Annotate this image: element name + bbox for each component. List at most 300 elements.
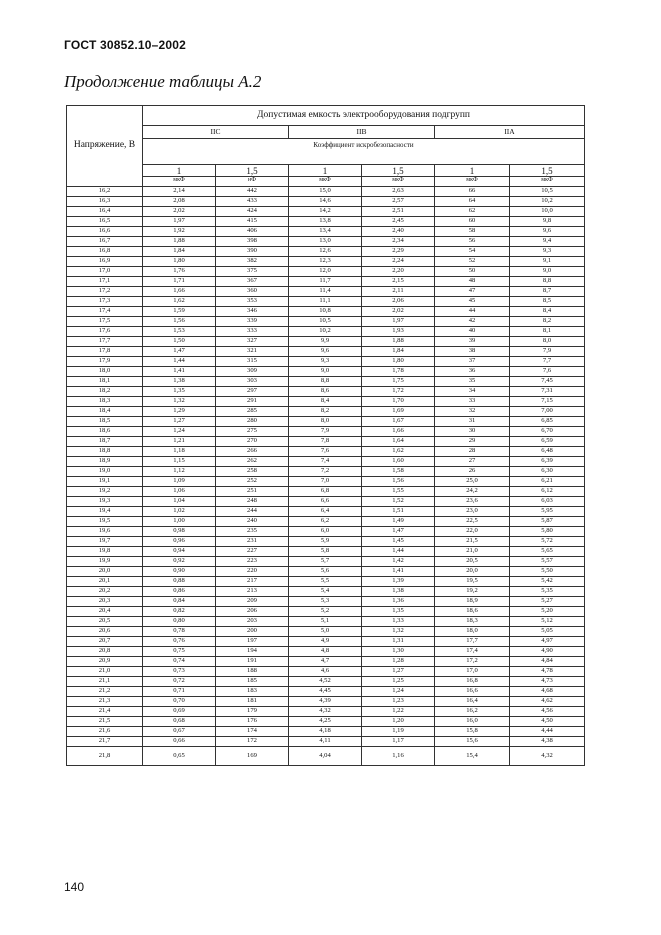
capacitance-cell: 1,41 — [143, 367, 216, 377]
capacitance-cell: 4,97 — [510, 637, 585, 647]
capacitance-cell: 315 — [216, 357, 289, 367]
voltage-cell: 18,4 — [67, 407, 143, 417]
table-row — [67, 257, 585, 267]
capacitance-cell: 20,0 — [435, 567, 510, 577]
capacitance-cell: 297 — [216, 387, 289, 397]
capacitance-cell: 1,38 — [362, 587, 435, 597]
subgroup-header: IIA — [435, 126, 585, 139]
capacitance-cell: 16,0 — [435, 717, 510, 727]
capacitance-cell: 7,45 — [510, 377, 585, 387]
capacitance-cell: 1,16 — [362, 747, 435, 766]
capacitance-cell: 291 — [216, 397, 289, 407]
capacitance-cell: 1,09 — [143, 477, 216, 487]
capacitance-cell: 5,1 — [289, 617, 362, 627]
capacitance-cell: 9,4 — [510, 237, 585, 247]
voltage-cell: 17,3 — [67, 297, 143, 307]
capacitance-cell: 327 — [216, 337, 289, 347]
capacitance-cell: 5,57 — [510, 557, 585, 567]
voltage-cell: 20,5 — [67, 617, 143, 627]
capacitance-cell: 1,88 — [362, 337, 435, 347]
capacitance-cell: 2,15 — [362, 277, 435, 287]
capacitance-cell: 176 — [216, 717, 289, 727]
capacitance-cell: 9,6 — [510, 227, 585, 237]
capacitance-cell: 1,76 — [143, 267, 216, 277]
capacitance-cell: 44 — [435, 307, 510, 317]
capacitance-cell: 12,6 — [289, 247, 362, 257]
capacitance-cell: 4,44 — [510, 727, 585, 737]
voltage-cell: 21,3 — [67, 697, 143, 707]
capacitance-cell: 270 — [216, 437, 289, 447]
voltage-cell: 17,1 — [67, 277, 143, 287]
capacitance-cell: 2,51 — [362, 207, 435, 217]
table-row — [67, 297, 585, 307]
capacitance-cell: 433 — [216, 197, 289, 207]
capacitance-cell: 1,41 — [362, 567, 435, 577]
capacitance-cell: 9,9 — [289, 337, 362, 347]
factor-label: 1,5 — [510, 165, 585, 177]
capacitance-cell: 188 — [216, 667, 289, 677]
unit-label: мкФ — [510, 177, 585, 187]
capacitance-cell: 0,78 — [143, 627, 216, 637]
capacitance-cell: 321 — [216, 347, 289, 357]
capacitance-cell: 14,6 — [289, 197, 362, 207]
voltage-cell: 18,5 — [67, 417, 143, 427]
capacitance-cell: 1,44 — [362, 547, 435, 557]
capacitance-cell: 5,20 — [510, 607, 585, 617]
capacitance-cell: 6,2 — [289, 517, 362, 527]
capacitance-cell: 4,62 — [510, 697, 585, 707]
voltage-cell: 20,2 — [67, 587, 143, 597]
capacitance-cell: 19,2 — [435, 587, 510, 597]
capacitance-cell: 7,2 — [289, 467, 362, 477]
capacitance-cell: 1,62 — [362, 447, 435, 457]
capacitance-cell: 217 — [216, 577, 289, 587]
capacitance-cell: 244 — [216, 507, 289, 517]
table-row — [67, 277, 585, 287]
capacitance-cell: 4,45 — [289, 687, 362, 697]
capacitance-cell: 6,39 — [510, 457, 585, 467]
capacitance-cell: 309 — [216, 367, 289, 377]
capacitance-cell: 0,68 — [143, 717, 216, 727]
safety-factor-header: Коэффициент искробезопасности — [143, 139, 585, 165]
capacitance-cell: 10,0 — [510, 207, 585, 217]
capacitance-cell: 13,0 — [289, 237, 362, 247]
table-row — [67, 487, 585, 497]
capacitance-cell: 1,35 — [143, 387, 216, 397]
voltage-cell: 20,1 — [67, 577, 143, 587]
capacitance-cell: 1,35 — [362, 607, 435, 617]
capacitance-cell: 6,6 — [289, 497, 362, 507]
capacitance-cell: 8,4 — [289, 397, 362, 407]
table-row — [67, 567, 585, 577]
capacitance-cell: 8,4 — [510, 307, 585, 317]
capacitance-cell: 1,58 — [362, 467, 435, 477]
capacitance-cell: 2,08 — [143, 197, 216, 207]
capacitance-cell: 0,69 — [143, 707, 216, 717]
capacitance-cell: 1,32 — [143, 397, 216, 407]
capacitance-cell: 15,4 — [435, 747, 510, 766]
capacitance-cell: 4,32 — [289, 707, 362, 717]
capacitance-cell: 32 — [435, 407, 510, 417]
table-row — [67, 747, 585, 766]
capacitance-cell: 1,84 — [143, 247, 216, 257]
table-row — [67, 647, 585, 657]
capacitance-cell: 415 — [216, 217, 289, 227]
capacitance-cell: 15,6 — [435, 737, 510, 747]
capacitance-cell: 390 — [216, 247, 289, 257]
capacitance-cell: 4,73 — [510, 677, 585, 687]
capacitance-cell: 1,24 — [143, 427, 216, 437]
capacitance-cell: 6,30 — [510, 467, 585, 477]
capacitance-cell: 52 — [435, 257, 510, 267]
capacitance-cell: 1,29 — [143, 407, 216, 417]
table-row — [67, 527, 585, 537]
table-row — [67, 457, 585, 467]
capacitance-cell: 14,2 — [289, 207, 362, 217]
capacitance-cell: 7,9 — [510, 347, 585, 357]
capacitance-cell: 1,55 — [362, 487, 435, 497]
capacitance-cell: 1,67 — [362, 417, 435, 427]
table-row — [67, 587, 585, 597]
capacitance-cell: 1,69 — [362, 407, 435, 417]
capacitance-cell: 5,87 — [510, 517, 585, 527]
factor-label: 1,5 — [362, 165, 435, 177]
table-row — [67, 397, 585, 407]
capacitance-cell: 5,8 — [289, 547, 362, 557]
capacitance-cell: 31 — [435, 417, 510, 427]
capacitance-cell: 13,8 — [289, 217, 362, 227]
capacitance-table — [66, 105, 585, 766]
table-row — [67, 357, 585, 367]
table-row — [67, 347, 585, 357]
capacitance-cell: 23,6 — [435, 497, 510, 507]
capacitance-cell: 4,90 — [510, 647, 585, 657]
capacitance-cell: 4,9 — [289, 637, 362, 647]
capacitance-cell: 172 — [216, 737, 289, 747]
capacitance-cell: 36 — [435, 367, 510, 377]
capacitance-cell: 28 — [435, 447, 510, 457]
voltage-cell: 20,0 — [67, 567, 143, 577]
capacitance-cell: 2,45 — [362, 217, 435, 227]
voltage-cell: 18,9 — [67, 457, 143, 467]
capacitance-cell: 0,90 — [143, 567, 216, 577]
capacitance-cell: 11,1 — [289, 297, 362, 307]
capacitance-cell: 48 — [435, 277, 510, 287]
capacitance-cell: 17,7 — [435, 637, 510, 647]
capacitance-cell: 5,05 — [510, 627, 585, 637]
capacitance-cell: 27 — [435, 457, 510, 467]
capacitance-cell: 5,6 — [289, 567, 362, 577]
capacitance-cell: 248 — [216, 497, 289, 507]
capacitance-cell: 5,42 — [510, 577, 585, 587]
capacitance-cell: 442 — [216, 187, 289, 197]
capacitance-cell: 7,7 — [510, 357, 585, 367]
voltage-cell: 21,5 — [67, 717, 143, 727]
table-row — [67, 307, 585, 317]
capacitance-cell: 1,47 — [362, 527, 435, 537]
capacitance-cell: 1,78 — [362, 367, 435, 377]
capacitance-cell: 20,5 — [435, 557, 510, 567]
capacitance-cell: 4,78 — [510, 667, 585, 677]
capacitance-cell: 7,31 — [510, 387, 585, 397]
voltage-cell: 19,3 — [67, 497, 143, 507]
capacitance-cell: 34 — [435, 387, 510, 397]
capacitance-cell: 1,25 — [362, 677, 435, 687]
capacitance-cell: 2,34 — [362, 237, 435, 247]
capacitance-cell: 303 — [216, 377, 289, 387]
capacitance-cell: 209 — [216, 597, 289, 607]
capacitance-cell: 398 — [216, 237, 289, 247]
capacitance-cell: 1,80 — [362, 357, 435, 367]
capacitance-cell: 5,3 — [289, 597, 362, 607]
capacitance-cell: 0,98 — [143, 527, 216, 537]
capacitance-cell: 1,97 — [362, 317, 435, 327]
capacitance-cell: 200 — [216, 627, 289, 637]
capacitance-cell: 203 — [216, 617, 289, 627]
table-row — [67, 447, 585, 457]
voltage-cell: 17,5 — [67, 317, 143, 327]
capacitance-cell: 11,7 — [289, 277, 362, 287]
capacitance-cell: 6,85 — [510, 417, 585, 427]
capacitance-cell: 7,6 — [510, 367, 585, 377]
capacitance-cell: 353 — [216, 297, 289, 307]
capacitance-cell: 17,4 — [435, 647, 510, 657]
voltage-cell: 20,9 — [67, 657, 143, 667]
voltage-cell: 17,9 — [67, 357, 143, 367]
table-row — [67, 497, 585, 507]
voltage-cell: 19,9 — [67, 557, 143, 567]
capacitance-cell: 38 — [435, 347, 510, 357]
table-row — [67, 517, 585, 527]
capacitance-cell: 4,18 — [289, 727, 362, 737]
capacitance-cell: 18,0 — [435, 627, 510, 637]
capacitance-cell: 1,53 — [143, 327, 216, 337]
capacitance-cell: 8,2 — [289, 407, 362, 417]
capacitance-cell: 1,31 — [362, 637, 435, 647]
table-row — [67, 607, 585, 617]
capacitance-cell: 1,42 — [362, 557, 435, 567]
capacitance-cell: 4,84 — [510, 657, 585, 667]
capacitance-cell: 1,44 — [143, 357, 216, 367]
capacitance-cell: 4,32 — [510, 747, 585, 766]
capacitance-cell: 8,2 — [510, 317, 585, 327]
capacitance-cell: 1,75 — [362, 377, 435, 387]
table-row — [67, 197, 585, 207]
capacitance-cell: 4,38 — [510, 737, 585, 747]
capacitance-cell: 0,82 — [143, 607, 216, 617]
capacitance-cell: 1,28 — [362, 657, 435, 667]
voltage-cell: 18,3 — [67, 397, 143, 407]
capacitance-cell: 213 — [216, 587, 289, 597]
capacitance-cell: 8,5 — [510, 297, 585, 307]
capacitance-cell: 5,72 — [510, 537, 585, 547]
capacitance-cell: 406 — [216, 227, 289, 237]
voltage-cell: 18,8 — [67, 447, 143, 457]
capacitance-cell: 1,50 — [143, 337, 216, 347]
capacitance-cell: 35 — [435, 377, 510, 387]
capacitance-cell: 56 — [435, 237, 510, 247]
capacitance-cell: 1,22 — [362, 707, 435, 717]
voltage-cell: 17,7 — [67, 337, 143, 347]
capacitance-cell: 9,0 — [289, 367, 362, 377]
capacitance-cell: 2,06 — [362, 297, 435, 307]
capacitance-cell: 7,6 — [289, 447, 362, 457]
capacitance-cell: 6,48 — [510, 447, 585, 457]
capacitance-cell: 185 — [216, 677, 289, 687]
capacitance-cell: 1,12 — [143, 467, 216, 477]
capacitance-cell: 0,80 — [143, 617, 216, 627]
table-row — [67, 727, 585, 737]
capacitance-cell: 11,4 — [289, 287, 362, 297]
capacitance-cell: 29 — [435, 437, 510, 447]
voltage-cell: 17,6 — [67, 327, 143, 337]
table-body — [67, 187, 585, 766]
table-row — [67, 507, 585, 517]
table-row — [67, 407, 585, 417]
table-row — [67, 637, 585, 647]
capacitance-cell: 0,92 — [143, 557, 216, 567]
voltage-cell: 19,2 — [67, 487, 143, 497]
capacitance-cell: 266 — [216, 447, 289, 457]
capacitance-cell: 12,3 — [289, 257, 362, 267]
page-number: 140 — [64, 880, 85, 894]
table-row — [67, 247, 585, 257]
capacitance-cell: 183 — [216, 687, 289, 697]
capacitance-cell: 0,72 — [143, 677, 216, 687]
capacitance-cell: 0,94 — [143, 547, 216, 557]
capacitance-cell: 191 — [216, 657, 289, 667]
capacitance-cell: 2,24 — [362, 257, 435, 267]
voltage-cell: 18,0 — [67, 367, 143, 377]
voltage-cell: 18,2 — [67, 387, 143, 397]
capacitance-cell: 2,02 — [143, 207, 216, 217]
capacitance-cell: 16,2 — [435, 707, 510, 717]
capacitance-cell: 197 — [216, 637, 289, 647]
capacitance-cell: 5,50 — [510, 567, 585, 577]
voltage-cell: 19,7 — [67, 537, 143, 547]
capacitance-cell: 1,06 — [143, 487, 216, 497]
voltage-cell: 20,8 — [67, 647, 143, 657]
capacitance-cell: 1,15 — [143, 457, 216, 467]
capacitance-cell: 62 — [435, 207, 510, 217]
unit-label: мкФ — [435, 177, 510, 187]
table-row — [67, 207, 585, 217]
capacitance-cell: 5,5 — [289, 577, 362, 587]
capacitance-cell: 1,02 — [143, 507, 216, 517]
capacitance-cell: 4,04 — [289, 747, 362, 766]
capacitance-cell: 1,27 — [362, 667, 435, 677]
voltage-cell: 16,4 — [67, 207, 143, 217]
table-row — [67, 737, 585, 747]
capacitance-cell: 16,6 — [435, 687, 510, 697]
capacitance-cell: 2,29 — [362, 247, 435, 257]
capacitance-cell: 1,00 — [143, 517, 216, 527]
capacitance-cell: 0,76 — [143, 637, 216, 647]
capacitance-cell: 1,45 — [362, 537, 435, 547]
table-row — [67, 577, 585, 587]
capacitance-cell: 0,84 — [143, 597, 216, 607]
capacitance-cell: 1,19 — [362, 727, 435, 737]
table-row — [67, 687, 585, 697]
factor-label: 1,5 — [216, 165, 289, 177]
capacitance-cell: 21,5 — [435, 537, 510, 547]
voltage-cell: 21,2 — [67, 687, 143, 697]
voltage-cell: 21,4 — [67, 707, 143, 717]
capacitance-cell: 8,7 — [510, 287, 585, 297]
capacitance-cell: 1,39 — [362, 577, 435, 587]
capacitance-cell: 25,0 — [435, 477, 510, 487]
capacitance-cell: 1,60 — [362, 457, 435, 467]
subgroup-header: IIB — [289, 126, 435, 139]
capacitance-cell: 5,12 — [510, 617, 585, 627]
voltage-cell: 19,6 — [67, 527, 143, 537]
capacitance-cell: 1,47 — [143, 347, 216, 357]
table-row — [67, 367, 585, 377]
capacitance-cell: 13,4 — [289, 227, 362, 237]
capacitance-cell: 5,0 — [289, 627, 362, 637]
unit-label: мкФ — [362, 177, 435, 187]
capacitance-cell: 2,02 — [362, 307, 435, 317]
capacitance-cell: 1,49 — [362, 517, 435, 527]
capacitance-cell: 4,39 — [289, 697, 362, 707]
capacitance-cell: 8,1 — [510, 327, 585, 337]
capacitance-cell: 7,4 — [289, 457, 362, 467]
capacitance-cell: 1,18 — [143, 447, 216, 457]
capacitance-cell: 1,70 — [362, 397, 435, 407]
capacitance-cell: 10,5 — [289, 317, 362, 327]
capacitance-cell: 15,8 — [435, 727, 510, 737]
capacitance-cell: 10,8 — [289, 307, 362, 317]
table-continuation-title: Продолжение таблицы А.2 — [64, 72, 262, 91]
capacitance-cell: 18,3 — [435, 617, 510, 627]
table-row — [67, 417, 585, 427]
capacitance-cell: 1,66 — [362, 427, 435, 437]
capacitance-cell: 37 — [435, 357, 510, 367]
capacitance-cell: 375 — [216, 267, 289, 277]
capacitance-cell: 17,2 — [435, 657, 510, 667]
capacitance-cell: 7,00 — [510, 407, 585, 417]
capacitance-cell: 8,8 — [289, 377, 362, 387]
capacitance-cell: 1,72 — [362, 387, 435, 397]
capacitance-cell: 15,0 — [289, 187, 362, 197]
table-row — [67, 537, 585, 547]
capacitance-cell: 4,7 — [289, 657, 362, 667]
capacitance-cell: 382 — [216, 257, 289, 267]
capacitance-cell: 1,66 — [143, 287, 216, 297]
voltage-cell: 18,1 — [67, 377, 143, 387]
voltage-cell: 18,7 — [67, 437, 143, 447]
voltage-cell: 19,4 — [67, 507, 143, 517]
capacitance-cell: 1,04 — [143, 497, 216, 507]
capacitance-cell: 18,9 — [435, 597, 510, 607]
voltage-cell: 21,1 — [67, 677, 143, 687]
capacitance-cell: 66 — [435, 187, 510, 197]
table-row — [67, 327, 585, 337]
factor-label: 1 — [435, 165, 510, 177]
table-row — [67, 377, 585, 387]
factor-label: 1 — [143, 165, 216, 177]
capacitance-cell: 1,92 — [143, 227, 216, 237]
table-row — [67, 557, 585, 567]
capacitance-cell: 10,2 — [510, 197, 585, 207]
table-row — [67, 387, 585, 397]
capacitance-cell: 6,03 — [510, 497, 585, 507]
capacitance-cell: 19,5 — [435, 577, 510, 587]
voltage-cell: 19,0 — [67, 467, 143, 477]
voltage-cell: 16,9 — [67, 257, 143, 267]
capacitance-cell: 0,65 — [143, 747, 216, 766]
capacitance-cell: 22,5 — [435, 517, 510, 527]
